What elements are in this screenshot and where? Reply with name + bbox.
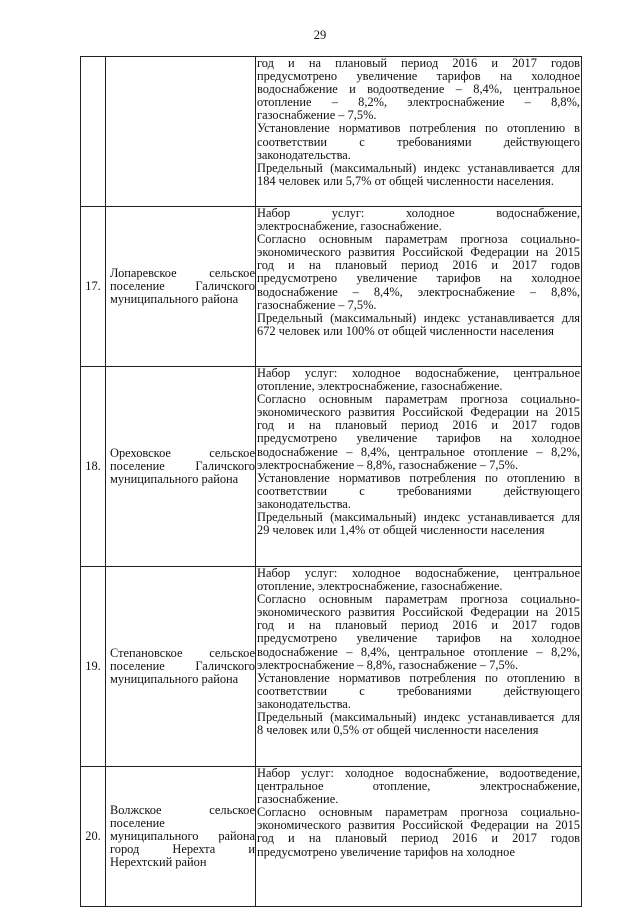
text-line: соответствии с требованиями действующего xyxy=(257,484,580,498)
tariff-description xyxy=(256,207,582,367)
text-line: предусмотрено увеличение тарифов на холодное xyxy=(257,632,580,646)
text-line: отопление, электроснабжение, газоснабжение. xyxy=(257,380,503,394)
text-line: экономического развития Российской Федерации на 2015 xyxy=(257,246,580,260)
text-line: Установление нормативов потребления по отоплению в xyxy=(257,671,580,685)
text-line: Предельный (максимальный) индекс устанавливается для xyxy=(257,311,580,325)
name-line: поселение Галичского xyxy=(110,659,255,673)
tariff-description xyxy=(256,767,582,907)
description-paragraph xyxy=(256,367,581,393)
municipality-name xyxy=(106,767,256,907)
municipality-name-text xyxy=(106,267,255,306)
table-row xyxy=(81,207,582,367)
name-line: муниципального района xyxy=(110,293,239,307)
name-line: Волжское сельское xyxy=(110,803,255,817)
tariff-description xyxy=(256,567,582,767)
description-paragraph xyxy=(256,593,581,672)
municipality-name xyxy=(106,567,256,767)
text-line: электроснабжение – 8,8%, газоснабжение – 7,5%. xyxy=(257,658,519,672)
text-line: соответствии с требованиями действующего xyxy=(257,135,580,149)
municipality-name xyxy=(106,57,256,207)
text-line: экономического развития Российской Федерации на 2015 xyxy=(257,819,580,833)
text-line: Согласно основным параметрам прогноза социально- xyxy=(257,233,580,247)
municipality-name-text xyxy=(106,647,255,686)
text-line: Установление нормативов потребления по отоплению в xyxy=(257,122,580,136)
name-line: Нерехтский район xyxy=(110,856,207,870)
text-line: водоснабжение и водоотведение – 8,4%, центральное xyxy=(257,83,580,97)
row-number: 17. xyxy=(81,207,106,367)
text-line: соответствии с требованиями действующего xyxy=(257,684,580,698)
table-row xyxy=(81,57,582,207)
text-line: водоснабжение – 8,4%, центральное отопление – 8,2%, xyxy=(257,645,580,659)
text-line: Набор услуг: холодное водоснабжение, центральное xyxy=(257,367,580,380)
text-line: Предельный (максимальный) индекс устанавливается для xyxy=(257,711,580,725)
row-number: 18. xyxy=(81,367,106,567)
name-line: поселение Галичского xyxy=(110,459,255,473)
text-line: законодательства. xyxy=(257,697,351,711)
text-line: предусмотрено увеличение тарифов на холодное xyxy=(257,70,580,84)
text-line: год и на плановый период 2016 и 2017 годов xyxy=(257,259,580,273)
row-number: 19. xyxy=(81,567,106,767)
text-line: Согласно основным параметрам прогноза социально- xyxy=(257,806,580,820)
text-line: 8 человек или 0,5% от общей численности населения xyxy=(257,724,539,738)
description-paragraph xyxy=(256,207,581,233)
municipality-name xyxy=(106,367,256,567)
text-line: экономического развития Российской Федерации на 2015 xyxy=(257,406,580,420)
name-line: Ореховское сельское xyxy=(110,446,255,460)
text-line: год и на плановый период 2016 и 2017 годов xyxy=(257,57,580,70)
text-line: Набор услуг: холодное водоснабжение, xyxy=(257,207,580,220)
name-line: Степановское сельское xyxy=(110,646,255,660)
municipality-name-text xyxy=(106,804,255,869)
text-line: год и на плановый период 2016 и 2017 годов xyxy=(257,832,580,846)
name-line: муниципального района xyxy=(110,673,239,687)
text-line: 29 человек или 1,4% от общей численности населения xyxy=(257,524,545,538)
text-line: Набор услуг: холодное водоснабжение, центральное xyxy=(257,567,580,580)
description-paragraph xyxy=(256,122,581,161)
table-row xyxy=(81,767,582,907)
text-line: экономического развития Российской Федерации на 2015 xyxy=(257,606,580,620)
text-line: год и на плановый период 2016 и 2017 годов xyxy=(257,619,580,633)
name-line: поселение xyxy=(110,816,165,830)
text-line: центральное отопление, электроснабжение, xyxy=(257,780,580,794)
text-line: законодательства. xyxy=(257,148,351,162)
text-line: 672 человек или 100% от общей численности населения xyxy=(257,324,554,338)
row-number xyxy=(81,57,106,207)
tariff-table-body xyxy=(81,57,582,907)
name-line: муниципального района xyxy=(110,829,255,843)
description-paragraph xyxy=(256,711,581,737)
description-paragraph xyxy=(256,162,581,188)
tariff-description xyxy=(256,57,582,207)
text-line: предусмотрено увеличение тарифов на холодное xyxy=(257,845,515,859)
name-line: город Нерехта и xyxy=(110,843,255,857)
description-paragraph xyxy=(256,472,581,511)
text-line: электроснабжение, газоснабжение. xyxy=(257,220,442,234)
text-line: Предельный (максимальный) индекс устанавливается для xyxy=(257,511,580,525)
text-line: 184 человек или 5,7% от общей численности населения. xyxy=(257,174,554,188)
description-paragraph xyxy=(256,567,581,593)
text-line: Согласно основным параметрам прогноза социально- xyxy=(257,393,580,407)
text-line: газоснабжение – 7,5%. xyxy=(257,109,377,123)
municipality-name-text xyxy=(106,447,255,486)
text-line: Набор услуг: холодное водоснабжение, водоотведение, xyxy=(257,767,580,780)
text-line: предусмотрено увеличение тарифов на холодное xyxy=(257,432,580,446)
text-line: газоснабжение. xyxy=(257,793,339,807)
text-line: отопление – 8,2%, электроснабжение – 8,8%, xyxy=(257,96,580,110)
name-line: поселение Галичского xyxy=(110,279,255,293)
table-row xyxy=(81,567,582,767)
description-paragraph xyxy=(256,806,581,858)
tariff-table xyxy=(80,56,582,907)
description-paragraph xyxy=(256,233,581,312)
name-line: муниципального района xyxy=(110,473,239,487)
text-line: электроснабжение – 8,8%, газоснабжение – 7,5%. xyxy=(257,458,519,472)
table-row xyxy=(81,367,582,567)
municipality-name xyxy=(106,207,256,367)
text-line: водоснабжение – 8,4%, электроснабжение – 8,8%, xyxy=(257,285,580,299)
description-paragraph xyxy=(256,312,581,338)
row-number: 20. xyxy=(81,767,106,907)
text-line: водоснабжение – 8,4%, центральное отопление – 8,2%, xyxy=(257,445,580,459)
text-line: отопление, электроснабжение, газоснабжение. xyxy=(257,580,503,594)
description-paragraph xyxy=(256,767,581,806)
text-line: год и на плановый период 2016 и 2017 годов xyxy=(257,419,580,433)
text-line: Предельный (максимальный) индекс устанавливается для xyxy=(257,161,580,175)
page-number: 29 xyxy=(313,28,327,42)
text-line: газоснабжение – 7,5%. xyxy=(257,298,377,312)
text-line: предусмотрено увеличение тарифов на холодное xyxy=(257,272,580,286)
description-paragraph xyxy=(256,672,581,711)
name-line: Лопаревское сельское xyxy=(110,266,255,280)
text-line: законодательства. xyxy=(257,497,351,511)
text-line: Согласно основным параметрам прогноза социально- xyxy=(257,593,580,607)
description-paragraph xyxy=(256,57,581,122)
text-line: Установление нормативов потребления по отоплению в xyxy=(257,471,580,485)
tariff-description xyxy=(256,367,582,567)
description-paragraph xyxy=(256,393,581,472)
description-paragraph xyxy=(256,511,581,537)
